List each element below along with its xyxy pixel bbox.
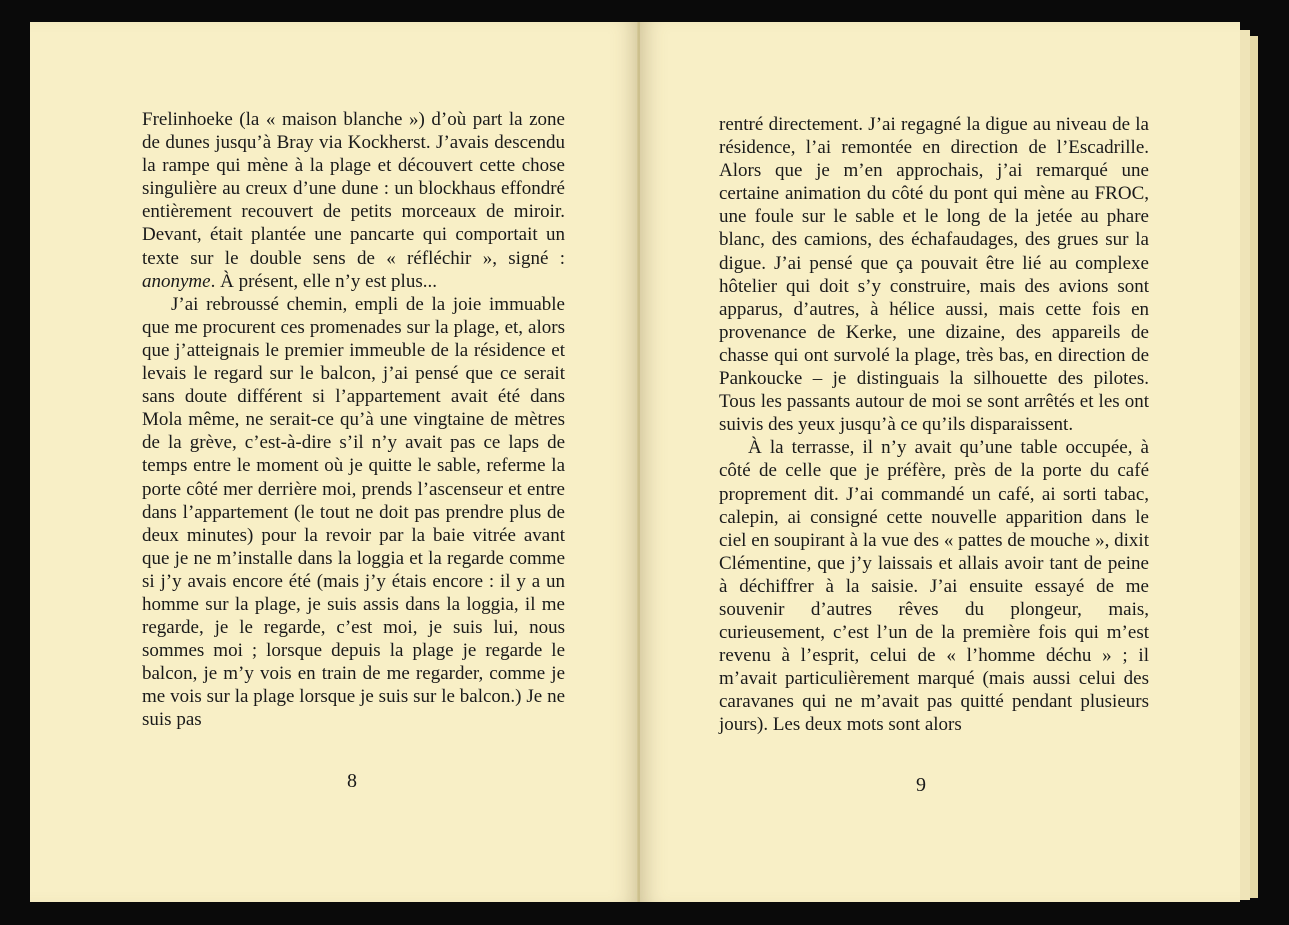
paragraph-text: Frelinhoeke (la « maison blanche ») d’où part la zone de dunes jusqu’à Bray via Kockherst. J’avais descendu la rampe qui mène à la plage et découvert cette chose singulière au creux d’une dune : un blockhaus effondré entièrement recouvert de petits morceaux de miroir. Devant, était plantée une pancarte qui comportait un texte sur le double sens de « réfléchir », signé : xyxy=(142,109,565,269)
paragraph: À la terrasse, il n’y avait qu’une table occupée, à côté de celle que je préfère, près de la porte du café proprement dit. J’ai commandé un café, ai sorti tabac, calepin, ai consigné cette nouvelle apparition dans le ciel en soupirant à la vue des « pattes de mouche », dixit Clémentine, que j’y laissais et allais avoir tant de peine à déchiffrer à la saisie. J’ai ensuite essayé de me souvenir d’autres rêves du plongeur, mais, curieusement, c’est l’un de la première fois qui m’est revenu à l’esprit, celui de « l’homme déchu » ; il m’avait particulièrement marqué (mais aussi celui des caravanes qui ne m’avait pas quitté pendant plusieurs jours). Les deux mots sont alors xyxy=(719,437,1149,736)
left-page-text xyxy=(142,108,565,732)
page-number: 9 xyxy=(916,774,926,796)
italic-text: anonyme xyxy=(142,270,211,292)
paragraph xyxy=(142,108,565,293)
left-page xyxy=(30,22,638,902)
right-page-text xyxy=(719,113,1149,737)
right-page xyxy=(640,22,1240,902)
paragraph: J’ai rebroussé chemin, empli de la joie immuable que me procurent ces promenades sur la plage, et, alors que j’atteignais le premier immeuble de la résidence et levais le regard sur le balcon, j’ai pensé que ce serait sans doute différent si l’appartement avait été dans Mola même, ne serait-ce qu’à une vingtaine de mètres de la grève, c’est-à-dire s’il n’y avait pas ce laps de temps entre le moment où je quitte le sable, referme la porte côté mer derrière moi, prends l’ascenseur et entre dans l’appartement (le tout ne doit pas prendre plus de deux minutes) pour la revoir par la baie vitrée avant que je ne m’installe dans la loggia et la regarde comme si j’y avais encore été (mais j’y étais encore : il y a un homme sur la plage, je suis assis dans la loggia, il me regarde, je le regarde, c’est moi, je suis lui, nous sommes moi ; lorsque depuis la plage je regarde le balcon, je m’y vois en train de me regarder, comme je me vois sur la plage lorsque je suis sur le balcon.) Je ne suis pas xyxy=(142,293,565,731)
paragraph: rentré directement. J’ai regagné la digue au niveau de la résidence, l’ai remontée en direction de l’Escadrille. Alors que je m’en approchais, j’ai remarqué une certaine animation du côté du pont qui mène au FROC, une foule sur le sable et le long de la jetée au phare blanc, des camions, des échafaudages, des grues sur la digue. J’ai pensé que ça pouvait être lié au complexe hôtelier qui doit s’y construire, mais des avions sont apparus, d’autres, à hélice aussi, mais cette fois en provenance de Kerke, une dizaine, des appareils de chasse qui ont survolé la plage, très bas, en direction de Pankoucke – je distinguais la silhouette des pilotes. Tous les passants autour de moi se sont arrêtés et les ont suivis des yeux jusqu’à ce qu’ils disparaissent. xyxy=(719,114,1149,436)
page-edge xyxy=(1250,36,1258,898)
paragraph-text: . À présent, elle n’y est plus... xyxy=(210,270,437,292)
page-number: 8 xyxy=(347,770,357,792)
